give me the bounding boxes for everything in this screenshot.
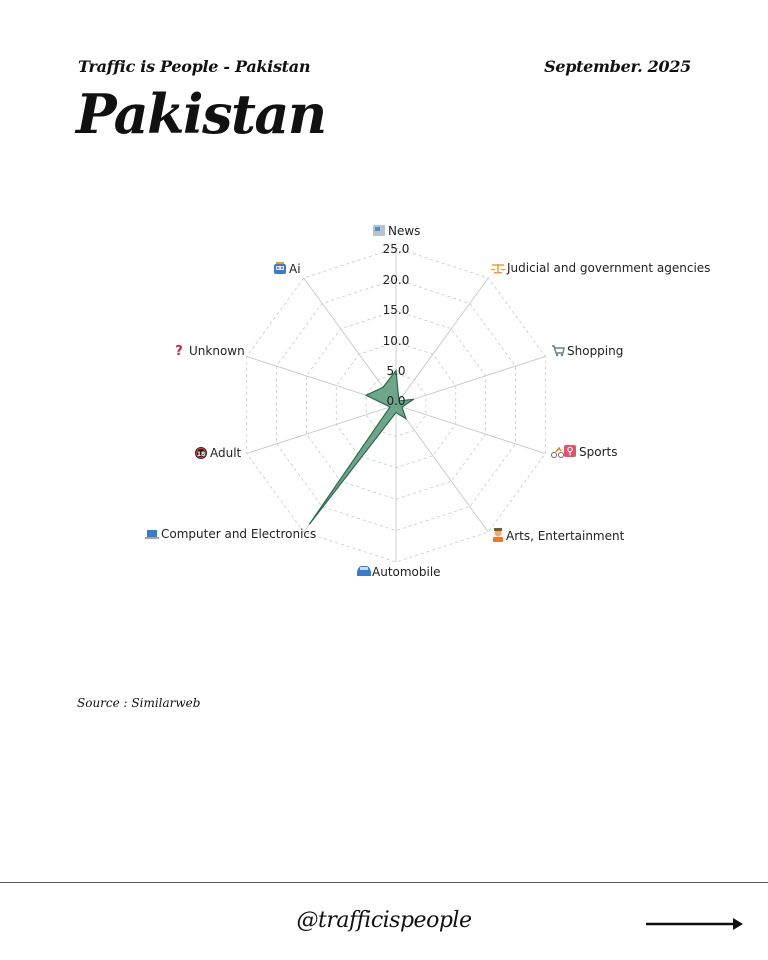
cyclist-female-icon [552,445,577,458]
cart-icon [552,346,564,356]
svg-text:Unknown: Unknown [189,344,245,358]
svg-text:Arts, Entertainment: Arts, Entertainment [506,529,625,543]
tick-25: 25.0 [382,242,410,256]
axis-label-unknown [175,344,244,359]
svg-text:News: News [388,224,421,238]
source-note: Source : Similarweb [77,696,201,710]
robot-icon [274,262,286,274]
svg-text:Ai: Ai [289,262,301,276]
social-handle: @trafficispeople [296,908,472,933]
tick-15: 15.0 [382,303,410,317]
svg-text:Shopping: Shopping [567,344,624,358]
axis-label-shopping [552,344,623,358]
laptop-icon [145,530,159,539]
subtitle: Traffic is People - Pakistan [78,57,311,76]
axis-label-adult [195,446,242,460]
tick-20: 20.0 [382,273,410,287]
axis-label-judicial [490,261,710,275]
svg-text:Judicial and government agenci: Judicial and government agencies [507,261,711,275]
car-icon [357,566,371,576]
svg-text:Automobile: Automobile [372,565,441,579]
axis-label-sports [552,445,618,459]
date-label: September. 2025 [544,57,691,76]
axis-label-arts [493,528,625,543]
axis-label-ai [274,262,301,276]
svg-text:Computer and Electronics: Computer and Electronics [161,527,317,541]
newspaper-icon [373,225,385,236]
tick-10: 10.0 [382,334,410,348]
artist-icon [493,528,503,542]
page-title: Pakistan [76,82,326,146]
svg-text:18: 18 [196,451,206,458]
arrow-right-icon[interactable] [646,917,744,931]
axis-label-computer [145,527,316,541]
svg-text:?: ? [175,344,183,359]
scales-icon [490,264,506,274]
axis-label-news [373,224,420,238]
tick-5: 5.0 [386,364,406,378]
tick-0: 0.0 [386,394,406,408]
axis-label-automobile [357,565,441,579]
svg-text:Sports: Sports [579,445,618,459]
question-mark-icon [175,344,183,359]
footer-divider [0,882,768,883]
svg-text:Adult: Adult [210,446,242,460]
no-under-18-icon [195,447,207,459]
